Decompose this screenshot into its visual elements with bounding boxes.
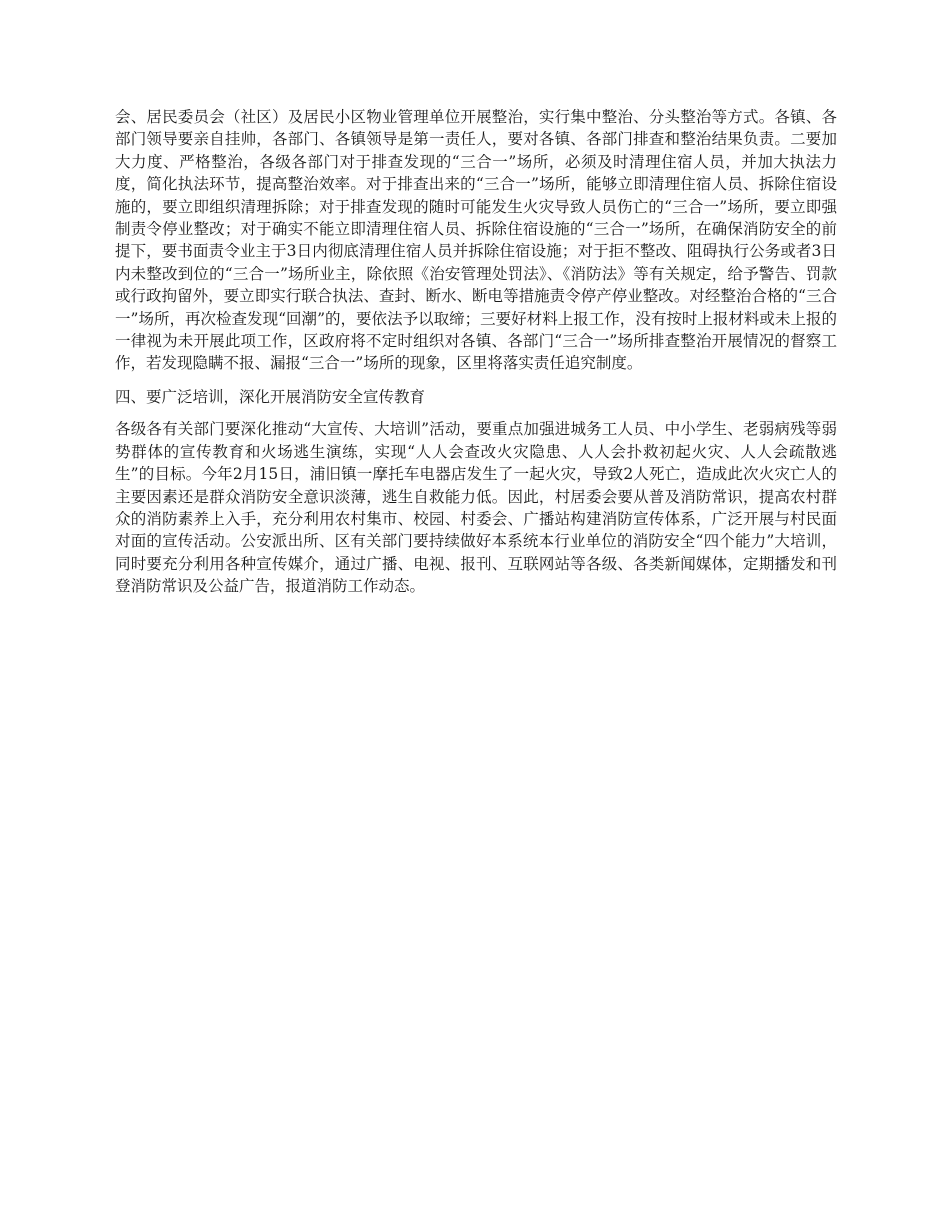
body-paragraph-2: 各级各有关部门要深化推动“大宣传、大培训”活动，要重点加强进城务工人员、中小学生、老弱病残等弱势群体的宣传教育和火场逃生演练，实现“人人会查改火灾隐患、人人会扑救初起火灾、人人会疏散逃生”的目标。今年2月15日，浦旧镇一摩托车电器店发生了一起火灾，导致2人死亡，造成此次火灾亡人的主要因素还是群众消防安全意识淡薄，逃生自救能力低。因此，村居委会要从普及消防常识，提高农村群众的消防素养上入手，充分利用农村集市、校园、村委会、广播站构建消防宣传体系，广泛开展与村民面对面的宣传活动。公安派出所、区有关部门要持续做好本系统本行业单位的消防安全“四个能力”大培训，同时要充分利用各种宣传媒介，通过广播、电视、报刊、互联网站等各级、各类新闻媒体，定期播发和刊登消防常识及公益广告，报道消防工作动态。 bbox=[115, 420, 837, 596]
body-paragraph-1: 会、居民委员会（社区）及居民小区物业管理单位开展整治，实行集中整治、分头整治等方式。各镇、各部门领导要亲自挂帅，各部门、各镇领导是第一责任人，要对各镇、各部门排查和整治结果负责。二要加大力度、严格整治，各级各部门对于排查发现的“三合一”场所，必须及时清理住宿人员，并加大执法力度，简化执法环节，提高整治效率。对于排查出来的“三合一”场所，能够立即清理住宿人员、拆除住宿设施的，要立即组织清理拆除；对于排查发现的随时可能发生火灾导致人员伤亡的“三合一”场所，要立即强制责令停业整改；对于确实不能立即清理住宿人员、拆除住宿设施的“三合一”场所，在确保消防安全的前提下，要书面责令业主于3日内彻底清理住宿人员并拆除住宿设施；对于拒不整改、阻碍执行公务或者3日内未整改到位的“三合一”场所业主，除依照《治安管理处罚法》、《消防法》等有关规定，给予警告、罚款或行政拘留外，要立即实行联合执法、查封、断水、断电等措施责令停产停业整改。对经整治合格的“三合一”场所，再次检查发现“回潮”的，要依法予以取缔；三要好材料上报工作，没有按时上报材料或未上报的一律视为未开展此项工作，区政府将不定时组织对各镇、各部门“三合一”场所排查整治开展情况的督察工作，若发现隐瞒不报、漏报“三合一”场所的现象，区里将落实责任追究制度。 bbox=[115, 108, 837, 373]
document-page bbox=[115, 106, 837, 598]
section-heading-4: 四、要广泛培训，深化开展消防安全宣传教育 bbox=[115, 387, 426, 406]
